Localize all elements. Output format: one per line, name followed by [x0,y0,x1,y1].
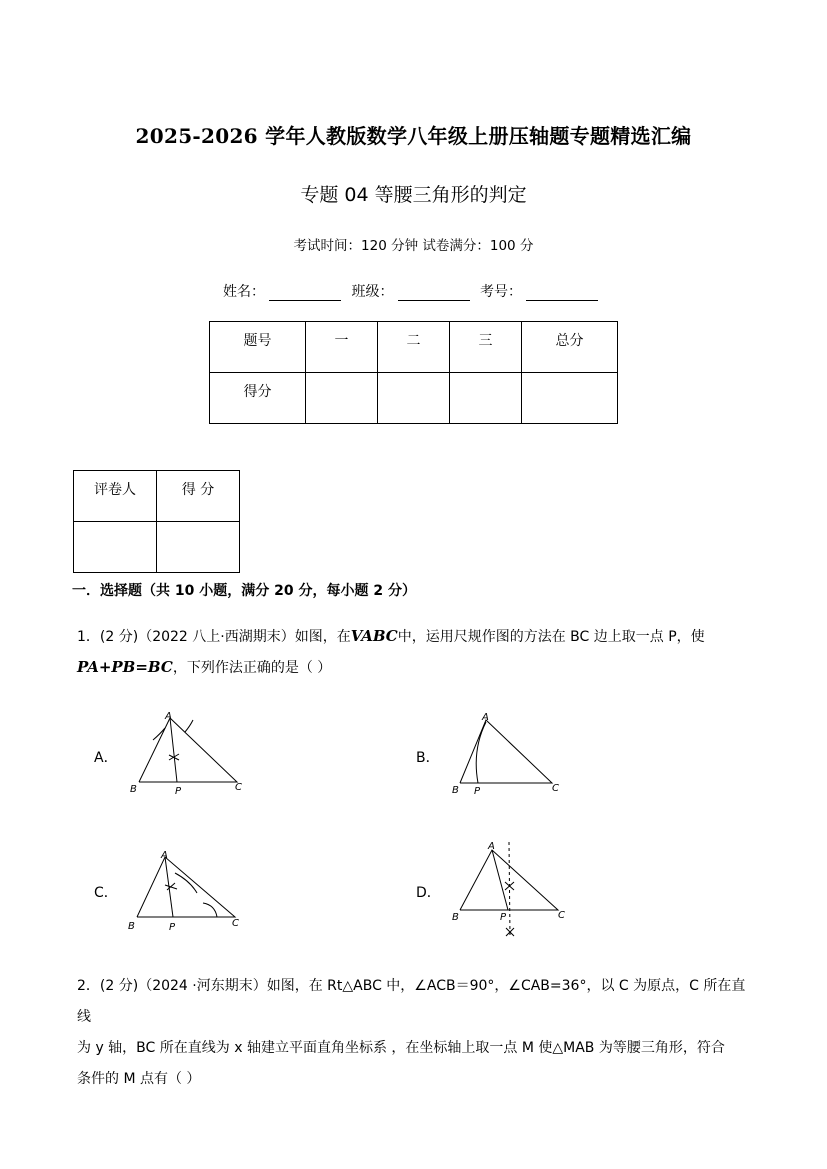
option-c-label[interactable]: C． [94,885,118,901]
option-d-figure [450,836,575,946]
grader-cell[interactable] [74,522,157,573]
q1-prefix: 1．(2 分)（2022 八上·西湖期末）如图，在 [77,629,351,645]
grader-table [73,470,240,573]
score-cell[interactable] [522,373,618,424]
score-header-cell: 总分 [522,322,618,373]
point-label: C [232,918,239,929]
question-1-text [77,621,757,683]
grader-header-cell: 评卷人 [74,471,157,522]
point-label: A [488,841,495,852]
point-label: A [165,711,172,722]
arc [153,728,165,740]
point-label: P [474,786,481,797]
grader-header-cell: 得 分 [157,471,240,522]
name-blank[interactable] [269,286,341,301]
section-heading: 一．选择题（共 10 小题，满分 20 分，每小题 2 分） [72,583,416,599]
id-blank[interactable] [526,286,598,301]
triangle [460,720,552,783]
document-title: 2025-2026 学年人教版数学八年级上册压轴题专题精选汇编 [135,124,692,148]
student-info-row [0,281,827,301]
perpendicular-bisector [509,842,510,936]
point-label: C [235,782,242,793]
q2-line: 为 y 轴，BC 所在直线为 x 轴建立平面直角坐标系 ，在坐标轴上取一点 M 使△MAB 为等腰三角形，符合 [77,1040,725,1056]
option-a-figure [125,710,250,800]
score-cell[interactable] [306,373,378,424]
class-label: 班级： [351,284,394,300]
option-a-label[interactable]: A． [94,750,118,766]
q1-suffix: ，下列作法正确的是（ ） [172,660,332,676]
point-label: C [552,783,559,794]
document-subtitle: 专题 04 等腰三角形的判定 [300,184,527,206]
q2-line: 条件的 M 点有（ ） [77,1071,201,1087]
arc-cross [505,882,514,890]
arc [185,720,193,732]
point-label: B [452,785,459,796]
segment-ap [170,718,177,782]
point-label: P [169,922,176,933]
point-label: B [130,784,137,795]
option-b-label[interactable]: B． [416,750,440,766]
q1-formula: PA+PB=BC [77,658,173,676]
arc-cross [165,883,177,890]
name-label: 姓名： [223,284,266,300]
id-label: 考号： [479,284,522,300]
arc [175,873,197,893]
question-2-text [77,971,757,1095]
triangle [137,857,235,917]
q1-middle: 中，运用尺规作图的方法在 BC 边上取一点 P，使 [397,629,705,645]
point-label: P [175,786,182,797]
score-cell[interactable] [378,373,450,424]
point-label: A [161,850,168,861]
score-cell[interactable] [450,373,522,424]
segment-ap [492,850,508,910]
score-header-cell: 题号 [210,322,306,373]
point-label: P [500,912,507,923]
point-label: B [128,921,135,932]
grader-cell[interactable] [157,522,240,573]
point-label: C [558,910,565,921]
q2-line: 2．(2 分)（2024 ·河东期末）如图，在 Rt△ABC 中，∠ACB＝90°，∠CAB=36°，以 C 为原点，C 所在直线 [77,978,746,1025]
option-b-figure [450,710,575,800]
score-header-cell: 一 [306,322,378,373]
arc [203,903,217,917]
point-label: A [482,712,489,723]
option-d-label[interactable]: D． [416,885,441,901]
option-c-figure [125,845,250,935]
score-header-cell: 二 [378,322,450,373]
q1-triangle: VABC [350,627,398,645]
class-blank[interactable] [398,286,470,301]
score-table [209,321,618,424]
exam-info: 考试时间：120 分钟 试卷满分：100 分 [293,238,534,254]
score-row-label: 得分 [210,373,306,424]
point-label: B [452,912,459,923]
score-header-cell: 三 [450,322,522,373]
